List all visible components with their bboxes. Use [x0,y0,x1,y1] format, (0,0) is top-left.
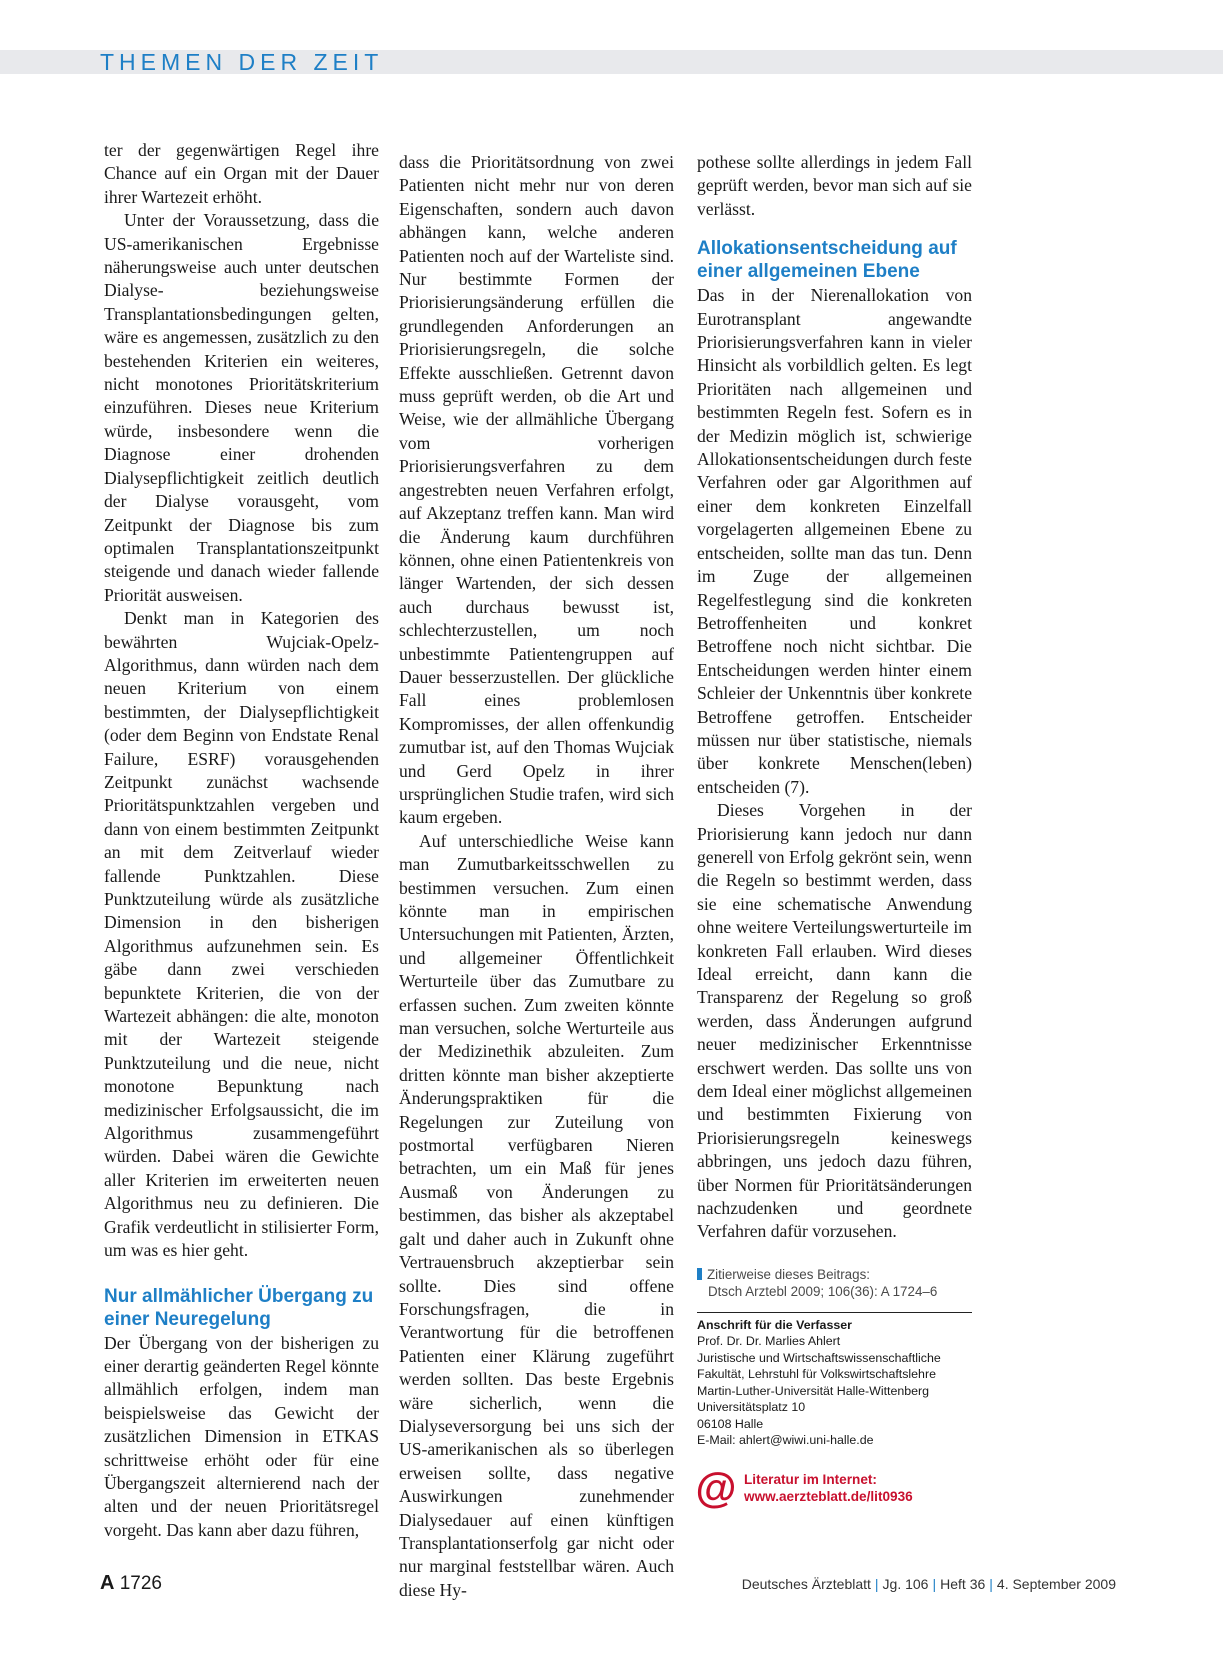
address-line: 06108 Halle [697,1416,764,1431]
column-3 [695,151,972,1511]
email-address[interactable]: E-Mail: ahlert@wiwi.uni-halle.de [697,1433,874,1448]
literature-label: Literatur im Internet: [744,1471,877,1487]
author-address [697,1312,972,1449]
address-line: Martin-Luther-Universität Halle-Wittenberg [697,1383,930,1398]
separator: | [932,1576,937,1592]
address-heading: Anschrift für die Verfasser [697,1317,852,1332]
section-heading: Nur allmählicher Übergang zu einer Neuregelung [104,1285,374,1330]
address-line: Juristische und Wirtschaftswissenschaftliche [697,1350,941,1365]
paragraph: dass die Prioritätsordnung von zwei Patienten nicht mehr nur von deren Eigenschaften, sondern auch davon abhängen kann, welche anderen Patienten noch auf der Warteliste sind. Nur bestimmte Formen der Priorisierungsänderung erfüllen die grundlegenden Anforderungen an Priorisierungsregeln, die solche Effekte ausschließen. Getrennt davon muss geprüft werden, ob die Art und Weise, wie der allmähliche Übergang vom vorherigen Priorisierungsverfahren zu dem angestrebten neuen Verfahren erfolgt, auf Akzeptanz treffen kann. Man wird die Änderung kaum durchführen können, ohne einen Patientenkreis von länger Wartenden, der sich dessen auch durchaus bewusst ist, schlechterzustellen, um noch unbestimmte Patientengruppen auf Dauer besserzustellen. Der glückliche Fall eines problemlosen Kompromisses, der allen offenkundig zumutbar ist, auf den Thomas Wujciak und Gerd Opelz in ihrer ursprünglichen Studie trafen, wird sich kaum ergeben. [399,152,674,828]
square-bullet-icon [697,1268,702,1280]
literature-url[interactable]: www.aerzteblatt.de/lit0936 [744,1488,913,1504]
paragraph: pothese sollte allerdings in jedem Fall geprüft werden, bevor man sich auf sie verlässt. [697,152,972,219]
paragraph: Auf unterschiedliche Weise kann man Zumutbarkeitsschwellen zu bestimmen versuchen. Zum einen könnte man in empirischen Untersuchungen mit Patienten, Ärzten, und allgemeiner Öffentlichkeit Werturteile über das Zumutbare zu erfassen suchen. Zum zweiten könnte man versuchen, solche Werturteile aus der Medizinethik abzuleiten. Zum dritten könnte man bisher akzeptierte Änderungspraktiken für die Regelungen zur Zuteilung von postmortal verfügbaren Nieren betrachten, um ein Maß für jenes Ausmaß von Änderungen zu bestimmen, das bisher als akzeptabel galt und daher auch in Zukunft ohne Vertrauensbruch akzeptierbar sein sollte. Dies sind offene Forschungsfragen, die in Verantwortung für die betroffenen Patienten einer Klärung zugeführt werden sollten. Das beste Ergebnis wäre sicherlich, wenn die Dialyseversorgung bei uns sich der US-amerikanischen als so überlegen erweisen sollte, dass negative Auswirkungen zunehmender Dialysedauer auf einen künftigen Transplantationserfolg gar nicht oder nur marginal feststellbar wären. Auch diese Hy- [399,830,674,1600]
journal-info [742,1576,1116,1592]
paragraph: Denkt man in Kategorien des bewährten Wujciak-Opelz-Algorithmus, dann würden nach dem neuen Kriterium von einem bestimmten, der Dialysepflichtigkeit (oder dem Beginn von Endstate Renal Failure, ESRF) vorausgehenden Zeitpunkt zunächst wachsende Prioritätspunktzahlen vergeben und dann von einem bestimmten Zeitpunkt an mit dem Zeitverlauf wieder fallende Punktzahlen. Diese Punktzuteilung würde als zusätzliche Dimension in den bisherigen Algorithmus aufzunehmen sein. Es gäbe dann zwei verschieden bepunktete Kriterien, die von der Wartezeit abhängen: die alte, monoton mit der Wartezeit steigende Punktzuteilung und die neue, nicht monotone Bepunktung nach medizinischer Erfolgsaussicht, die im Algorithmus zusammengeführt würden. Dabei wären die Gewichte aller Kriterien im erweiterten neuen Algorithmus neu zu definieren. Die Grafik verdeutlicht in stilisierter Form, um was es hier geht. [104,608,379,1261]
paragraph: ter der gegenwärtigen Regel ihre Chance auf ein Organ mit der Dauer ihrer Wartezeit erhöht. [104,140,379,207]
address-line: Prof. Dr. Dr. Marlies Ahlert [697,1334,841,1349]
paragraph: Der Übergang von der bisherigen zu einer derartig geänderten Regel könnte allmählich erfolgen, indem man beispielsweise das Gewicht der zusätzlichen Dimension in ETKAS schrittweise erhöht oder für eine Übergangszeit alternierend nach der alten und der neuen Prioritätsregel vorgeht. Das kann aber dazu führen, [104,1332,379,1540]
address-line: Fakultät, Lehrstuhl für Volkswirtschaftslehre [697,1367,936,1382]
literature-link[interactable] [695,1463,972,1511]
paragraph: Dieses Vorgehen in der Priorisierung kann jedoch nur dann generell von Erfolg gekrönt sein, wenn die Regeln so bestimmt werden, dass sie eine schematische Anwendung ohne weitere Verteilungswerturteile im konkreten Fall erlauben. Wird dieses Ideal erreicht, dann kann die Transparenz der Regelung so groß werden, dass Änderungen aufgrund neuer medizinischer Erkenntnisse erschwert werden. Das sollte uns von dem Ideal einer möglichst allgemeinen und bestimmten Fixierung von Priorisierungsregeln keineswegs abbringen, uns jedoch dazu führen, über Normen für Prioritätsänderungen nachzudenken und geordnete Verfahren dafür vorzusehen. [697,800,972,1242]
address-line: Universitätsplatz 10 [697,1400,806,1415]
journal-issue: Heft 36 [940,1576,986,1592]
separator: | [989,1576,993,1592]
citation-reference: Dtsch Arztebl 2009; 106(36): A 1724–6 [708,1283,938,1299]
journal-date: 4. September 2009 [996,1576,1116,1592]
page-letter: A [100,1572,115,1594]
section-heading: Allokationsentscheidung auf einer allgemeinen Ebene [697,238,957,283]
section-title: THEMEN DER ZEIT [100,49,384,75]
citation-label: Zitierweise dieses Beitrags: [707,1266,870,1282]
column-2 [399,151,674,1602]
paragraph: Das in der Nierenallokation von Eurotransplant angewandte Priorisierungsverfahren kann in vieler Hinsicht als vorbildlich gelten. Es legt Prioritäten nach allgemeinen und bestimmten Regeln fest. Sofern es in der Medizin möglich ist, schwierige Allokationsentscheidungen durch feste Verfahren oder gar Algorithmen auf einer dem konkreten Einzelfall vorgelagerten allgemeinen Ebene zu entscheiden, sollte man das tun. Denn im Zuge der allgemeinen Regelfestlegung sind die konkreten Betroffenheiten und konkret Betroffene noch nicht sichtbar. Die Entscheidungen werden hinter einem Schleier der Unkenntnis über konkrete Betroffene getroffen. Entscheider müssen nur über statistische, niemals über konkrete Menschen(leben) entscheiden (7). [697,285,972,797]
separator: | [874,1576,879,1592]
journal-name: Deutsches Ärzteblatt [741,1576,871,1592]
paragraph: Unter der Voraussetzung, dass die US-amerikanischen Ergebnisse näherungsweise auch unter deutschen Dialyse- beziehungsweise Transplantationsbedingungen gelten, wäre es angemessen, zusätzlich zu den bestehenden Kriterien ein weiteres, nicht monotones Prioritätskriterium einzuführen. Dieses neue Kriterium würde, insbesondere wenn die Diagnose einer drohenden Dialysepflichtigkeit zeitlich deutlich der Dialyse vorausgeht, vom Zeitpunkt der Diagnose bis zum optimalen Transplantationszeitpunkt steigende und danach wieder fallende Priorität ausweisen. [104,210,379,605]
column-1 [104,139,379,1542]
journal-volume: Jg. 106 [882,1576,929,1592]
at-sign-icon: @ [695,1463,737,1511]
page-number-value: 1726 [119,1573,163,1594]
page-number [100,1572,162,1595]
citation-box [697,1266,972,1300]
